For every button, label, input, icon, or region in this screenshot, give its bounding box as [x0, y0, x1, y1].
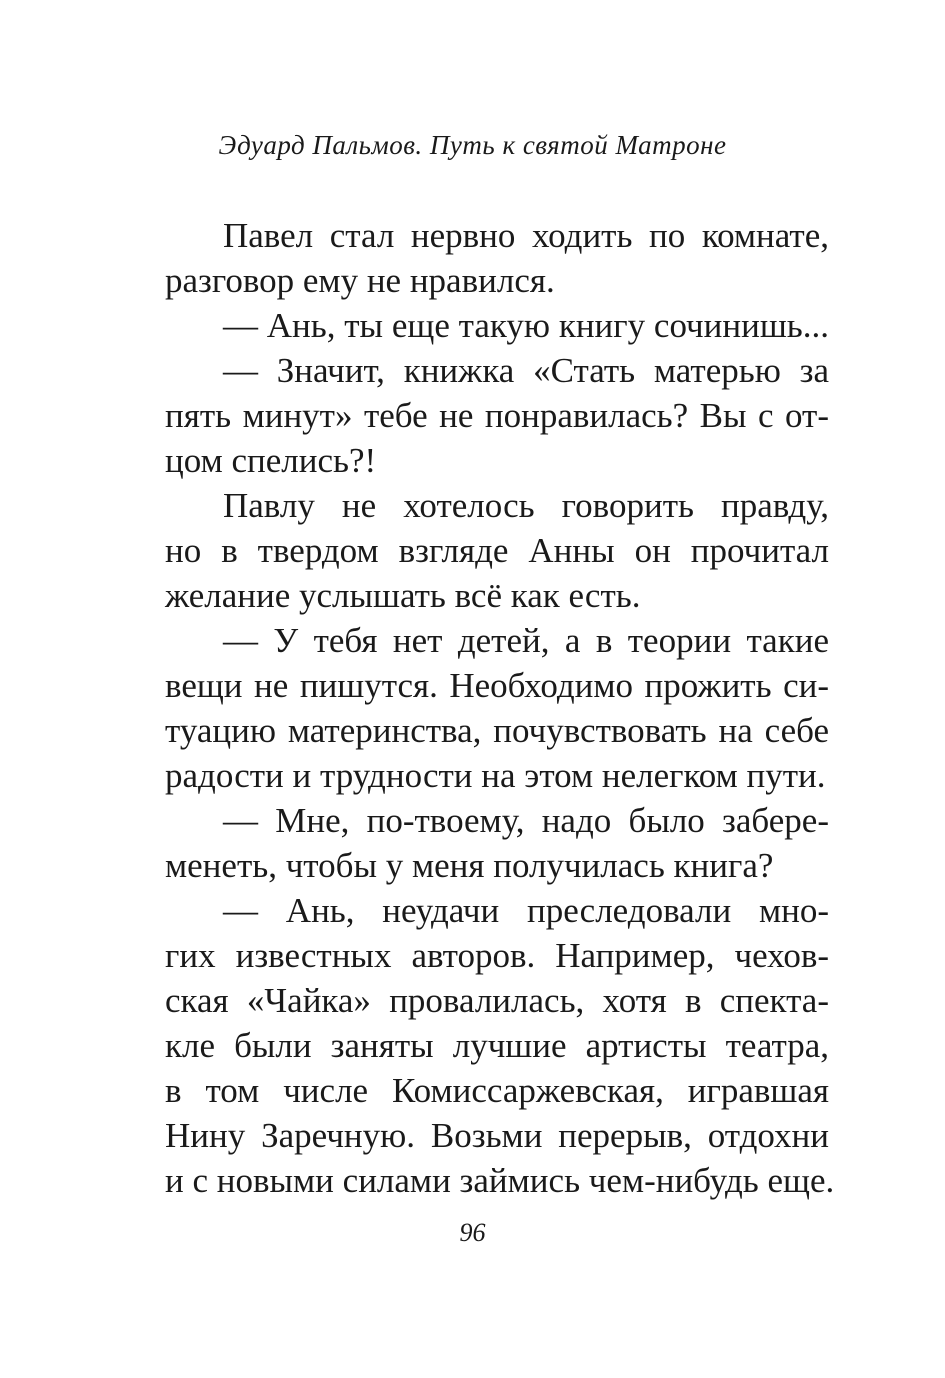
text-line: Павлу не хотелось говорить правду,	[223, 486, 829, 525]
text-line: — Ань, неудачи преследовали мно-	[223, 891, 829, 930]
text-line: но в твердом взгляде Анны он прочитал	[165, 531, 829, 570]
text-line: Нину Заречную. Возьми перерыв, отдохни	[165, 1116, 829, 1155]
text-line: ская «Чайка» провалилась, хотя в спекта-	[165, 981, 829, 1020]
text-line: — У тебя нет детей, а в теории такие	[223, 621, 829, 660]
text-line: кле были заняты лучшие артисты театра,	[165, 1026, 829, 1065]
text-line: и с новыми силами займись чем-нибудь еще.	[165, 1161, 835, 1200]
text-line: — Ань, ты еще такую книгу сочинишь...	[223, 306, 829, 345]
text-line: радости и трудности на этом нелегком пути.	[165, 756, 826, 795]
text-line: желание услышать всё как есть.	[165, 576, 641, 615]
text-line: цом спелись?!	[165, 441, 377, 480]
text-line: Павел стал нервно ходить по комнате,	[223, 216, 829, 255]
text-line: менеть, чтобы у меня получилась книга?	[165, 846, 774, 885]
text-line: — Мне, по-твоему, надо было забере-	[223, 801, 829, 840]
text-line: в том числе Комиссаржевская, игравшая	[165, 1071, 829, 1110]
text-line: пять минут» тебе не понравилась? Вы с от-	[165, 396, 829, 435]
text-line: вещи не пишутся. Необходимо прожить си-	[165, 666, 829, 705]
text-line: гих известных авторов. Например, чехов-	[165, 936, 829, 975]
running-head: Эдуард Пальмов. Путь к святой Матроне	[218, 130, 727, 160]
body-text	[165, 213, 835, 1203]
text-line: — Значит, книжка «Стать матерью за	[223, 351, 829, 390]
page-number: 96	[459, 1218, 486, 1247]
text-line: разговор ему не нравился.	[165, 261, 555, 300]
text-line: туацию материнства, почувствовать на себе	[165, 711, 829, 750]
